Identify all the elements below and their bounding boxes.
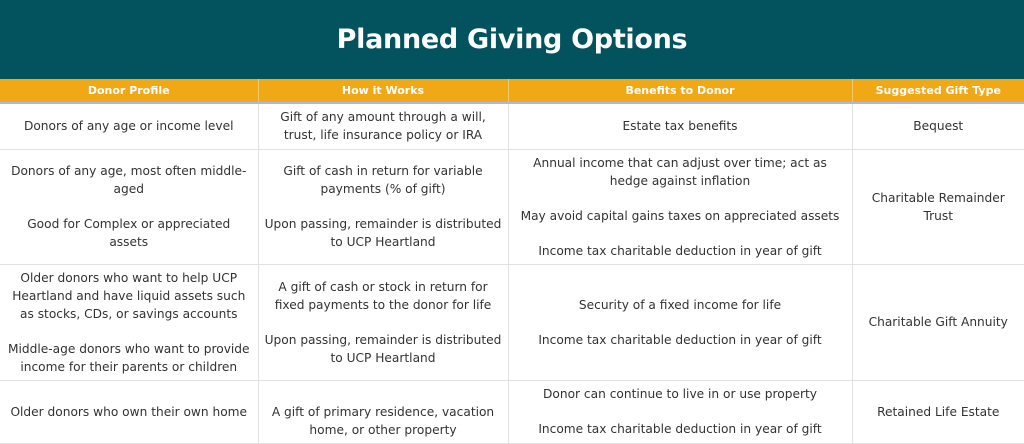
how-it-works-cell (258, 103, 508, 149)
cell-text: Older donors who own their own home (10, 404, 248, 419)
header-gift-type: Suggested Gift Type (852, 79, 1024, 103)
benefits-cell (508, 264, 852, 380)
cell-text: Upon passing, remainder is distributed to UCP Heartland (264, 332, 502, 365)
donor-profile-cell (0, 103, 258, 149)
cell-text: Donors of any age or income level (23, 119, 234, 134)
table-row (0, 380, 1024, 443)
header-benefits: Benefits to Donor (508, 79, 852, 103)
gift-type-text: Charitable Gift Annuity (868, 315, 1008, 329)
gift-type-text: Bequest (913, 119, 964, 134)
how-it-works-cell (258, 149, 508, 264)
gift-type-text: Retained Life Estate (877, 404, 1000, 419)
cell-text: Gift of cash in return for variable payments (% of gift) (283, 164, 483, 196)
cell-text: Older donors who want to help UCP Heartland and have liquid assets such as stocks, CDs, or savings accounts (12, 270, 246, 321)
benefits-cell (508, 103, 852, 149)
donor-profile-cell (0, 149, 258, 264)
gift-type-cell (852, 149, 1024, 264)
gift-type-cell (852, 103, 1024, 149)
page-title: Planned Giving Options (336, 24, 688, 55)
cell-text: A gift of cash or stock in return for fixed payments to the donor for life (274, 279, 492, 312)
cell-text: Income tax charitable deduction in year of gift (538, 243, 822, 258)
donor-profile-cell (0, 264, 258, 380)
how-it-works-cell (258, 264, 508, 380)
cell-text: Donor can continue to live in or use property (543, 386, 817, 401)
table-row (0, 264, 1024, 380)
gift-type-cell (852, 264, 1024, 380)
gift-type-text: Charitable Remainder Trust (871, 190, 1005, 223)
benefits-cell (508, 380, 852, 443)
header-row (0, 79, 1024, 103)
cell-text: Estate tax benefits (622, 119, 738, 134)
cell-text: Income tax charitable deduction in year of gift (538, 332, 822, 347)
cell-text: Annual income that can adjust over time; act as hedge against inflation (533, 155, 827, 188)
header-how-it-works: How it Works (258, 79, 508, 103)
how-it-works-cell (258, 380, 508, 443)
donor-profile-cell (0, 380, 258, 443)
table-row (0, 103, 1024, 149)
cell-text: Security of a fixed income for life (578, 297, 782, 312)
header-donor-profile: Donor Profile (0, 79, 258, 103)
benefits-cell (508, 149, 852, 264)
title-banner (0, 0, 1024, 79)
cell-text: May avoid capital gains taxes on appreciated assets (520, 208, 840, 223)
cell-text: Donors of any age, most often middle-aged (11, 164, 247, 196)
table-row (0, 149, 1024, 264)
cell-text: Middle-age donors who want to provide income for their parents or children (7, 341, 250, 374)
planned-giving-table (0, 79, 1024, 444)
cell-text: Gift of any amount through a will, trust, life insurance policy or IRA (280, 110, 486, 143)
cell-text: Upon passing, remainder is distributed to UCP Heartland (264, 217, 502, 249)
cell-text: A gift of primary residence, vacation home, or other property (271, 404, 495, 437)
gift-type-cell (852, 380, 1024, 443)
cell-text: Income tax charitable deduction in year of gift (538, 421, 822, 436)
cell-text: Good for Complex or appreciated assets (27, 217, 231, 249)
